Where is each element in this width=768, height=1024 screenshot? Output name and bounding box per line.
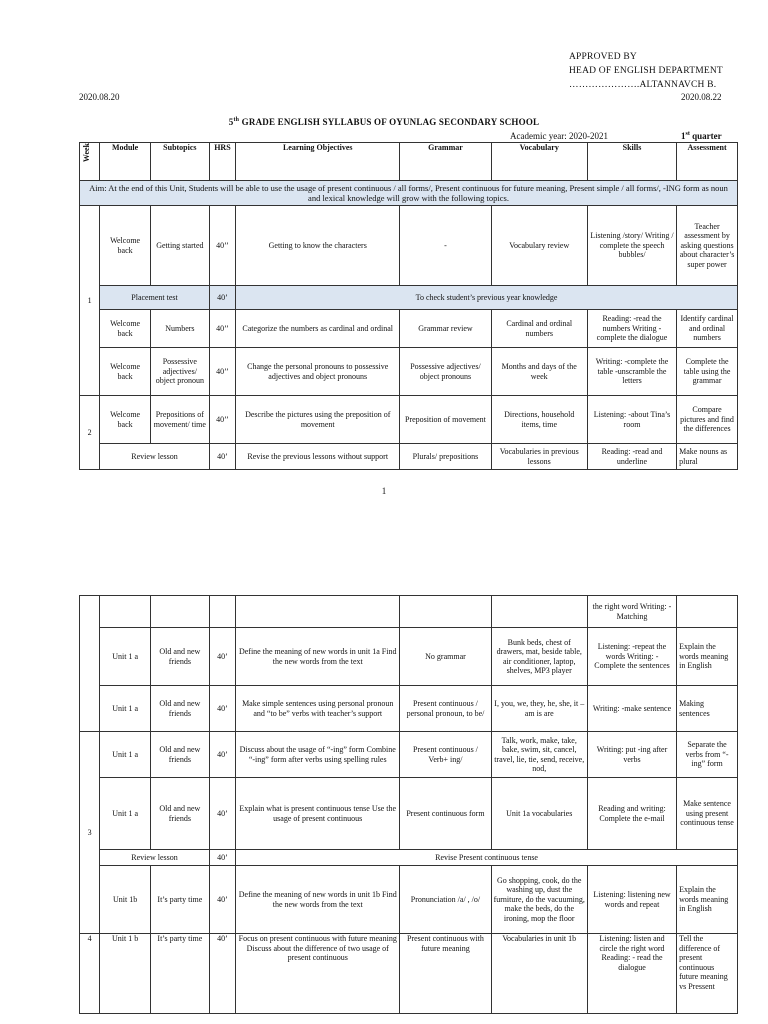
cell-hrs: 40’	[209, 934, 235, 1014]
cell-empty	[677, 596, 738, 628]
cell-objective: Discuss about the usage of “-ing” form Combine “-ing” form after verbs using spelling rules	[236, 732, 400, 778]
cell-hrs: 40’	[209, 686, 235, 732]
cell-grammar: Present continuous form	[400, 778, 491, 850]
cell-module: Unit 1 b	[100, 934, 151, 1014]
cell-subtopic: It’s party time	[150, 934, 209, 1014]
cell-subtopic: Numbers	[150, 310, 209, 348]
cell-objective: Change the personal pronouns to possessive adjectives and object pronouns	[236, 348, 400, 396]
cell-grammar: Present continuous with future meaning	[400, 934, 491, 1014]
cell-subtopic: Old and new friends	[150, 778, 209, 850]
cell-vocabulary: Go shopping, cook, do the washing up, dust the furniture, do the vacuuming, make the beds, do the ironing, mop the floor	[491, 866, 587, 934]
title-grade-sup: th	[233, 117, 240, 123]
review-vocabulary: Vocabularies in previous lessons	[491, 444, 587, 470]
cell-module: Unit 1 a	[100, 628, 151, 686]
approval-line-1: APPROVED BY	[569, 52, 637, 62]
cell-grammar: Possessive adjectives/ object pronouns	[400, 348, 491, 396]
week-2: 2	[80, 396, 100, 470]
header-hrs: HRS	[209, 143, 235, 181]
cell-empty	[236, 596, 400, 628]
cell-subtopic: Possessive adjectives/ object pronoun	[150, 348, 209, 396]
week-4: 4	[80, 934, 100, 1014]
cell-vocabulary: Months and days of the week	[491, 348, 587, 396]
aim-statement: Aim: At the end of this Unit, Students will be able to use the usage of present continuous / all forms/, Present continuous for future meaning, Present simple / all forms/, -ING form as noun and lexical knowledge will grow with the following topics.	[80, 181, 738, 206]
cell-assessment: Compare pictures and find the differences	[677, 396, 738, 444]
page-number: 1	[381, 486, 387, 496]
cell-module: Welcome back	[100, 310, 151, 348]
cell-module: Unit 1 a	[100, 732, 151, 778]
cell-subtopic: Old and new friends	[150, 732, 209, 778]
cell-skills: Writing: -complete the table -unscramble the letters	[587, 348, 676, 396]
cell-skills: Writing: put -ing after verbs	[587, 732, 676, 778]
date-left: 2020.08.20	[79, 92, 120, 102]
cell-hrs: 40’	[209, 778, 235, 850]
cell-assessment: Explain the words meaning in English	[677, 628, 738, 686]
cell-assessment: Explain the words meaning in English	[677, 866, 738, 934]
cell-assessment: Make sentence using present continuous tense	[677, 778, 738, 850]
cell-skills: Listening: -repeat the words Writing: - Complete the sentences	[587, 628, 676, 686]
header-objectives: Learning Objectives	[236, 143, 400, 181]
quarter-sup: st	[685, 131, 690, 137]
cell-grammar: Preposition of movement	[400, 396, 491, 444]
cell-assessment: Identify cardinal and ordinal numbers	[677, 310, 738, 348]
cell-empty	[209, 596, 235, 628]
title-text: GRADE ENGLISH SYLLABUS OF OYUNLAG SECONDARY SCHOOL	[239, 117, 540, 127]
review-assessment: Make nouns as plural	[677, 444, 738, 470]
review-skills: Reading: -read and underline	[587, 444, 676, 470]
cell-grammar: No grammar	[400, 628, 491, 686]
cell-empty	[100, 596, 151, 628]
cell-vocabulary: I, you, we, they, he, she, it – am is are	[491, 686, 587, 732]
cell-assessment: Making sentences	[677, 686, 738, 732]
cell-objective: Define the meaning of new words in unit 1b Find the new words from the text	[236, 866, 400, 934]
header-skills: Skills	[587, 143, 676, 181]
cell-hrs: 40’’	[209, 206, 235, 286]
cell-vocabulary: Unit 1a vocabularies	[491, 778, 587, 850]
cell-hrs: 40’	[209, 866, 235, 934]
cell-skills: Reading: -read the numbers Writing -complete the dialogue	[587, 310, 676, 348]
review-objective: Revise the previous lessons without support	[236, 444, 400, 470]
academic-year: Academic year: 2020-2021	[510, 131, 608, 141]
review-label: Review lesson	[100, 444, 209, 470]
week-blank	[80, 596, 100, 732]
cell-module: Welcome back	[100, 396, 151, 444]
cell-module: Unit 1 a	[100, 686, 151, 732]
quarter-text: quarter	[689, 131, 722, 141]
cell-assessment: Separate the verbs from “-ing” form	[677, 732, 738, 778]
cell-vocabulary: Cardinal and ordinal numbers	[491, 310, 587, 348]
title-grade: 5	[228, 117, 234, 127]
cell-hrs: 40’	[209, 628, 235, 686]
document-title	[0, 117, 768, 127]
approval-date: 2020.08.22	[681, 92, 722, 102]
cell-assessment: Teacher assessment by asking questions about character’s super power	[677, 206, 738, 286]
cell-skills: Writing: -make sentence	[587, 686, 676, 732]
cell-objective: Describe the pictures using the preposition of movement	[236, 396, 400, 444]
cell-grammar: Present continuous / Verb+ ing/	[400, 732, 491, 778]
cell-module: Unit 1 a	[100, 778, 151, 850]
cell-skills: Listening /story/ Writing / complete the speech bubbles/	[587, 206, 676, 286]
week-3: 3	[80, 732, 100, 934]
cell-skills: Listening: -about Tina’s room	[587, 396, 676, 444]
header-vocabulary: Vocabulary	[491, 143, 587, 181]
review-grammar: Plurals/ prepositions	[400, 444, 491, 470]
cell-vocabulary: Vocabulary review	[491, 206, 587, 286]
cell-subtopic: Getting started	[150, 206, 209, 286]
cell-subtopic: Prepositions of movement/ time	[150, 396, 209, 444]
quarter-num: 1	[681, 131, 686, 141]
cell-subtopic: Old and new friends	[150, 686, 209, 732]
cell-module: Unit 1b	[100, 866, 151, 934]
cell-grammar: Present continuous / personal pronoun, to be/	[400, 686, 491, 732]
cell-empty	[491, 596, 587, 628]
cell-hrs: 40’’	[209, 310, 235, 348]
review-label: Review lesson	[100, 850, 209, 866]
cell-grammar: Grammar review	[400, 310, 491, 348]
week-1: 1	[80, 206, 100, 396]
cell-hrs: 40’	[209, 732, 235, 778]
cell-skills: Listening: listening new words and repeat	[587, 866, 676, 934]
cell-objective: Explain what is present continuous tense Use the usage of present continuous	[236, 778, 400, 850]
cell-skills: Listening: listen and circle the right word Reading: - read the dialogue	[587, 934, 676, 1014]
cell-hrs: 40’’	[209, 396, 235, 444]
review-hrs: 40’	[209, 444, 235, 470]
cell-empty	[150, 596, 209, 628]
cell-vocabulary: Vocabularies in unit 1b	[491, 934, 587, 1014]
cell-grammar: -	[400, 206, 491, 286]
cell-assessment: Tell the difference of present continuous future meaning vs Pressent	[677, 934, 738, 1014]
cell-skills: the right word Writing: -Matching	[587, 596, 676, 628]
cell-objective: Focus on present continuous with future meaning Discuss about the difference of two usage of present continuous	[236, 934, 400, 1014]
header-module: Module	[100, 143, 151, 181]
syllabus-table-page1	[79, 142, 738, 470]
cell-assessment: Complete the table using the grammar	[677, 348, 738, 396]
placement-label: Placement test	[100, 286, 209, 310]
cell-grammar: Pronunciation /a/ , /o/	[400, 866, 491, 934]
placement-text: To check student’s previous year knowledge	[236, 286, 738, 310]
cell-vocabulary: Directions, household items, time	[491, 396, 587, 444]
cell-skills: Reading and writing: Complete the e-mail	[587, 778, 676, 850]
review-hrs: 40’	[209, 850, 235, 866]
syllabus-table-page2	[79, 595, 738, 1014]
cell-objective: Make simple sentences using personal pronoun and “to be” verbs with teacher’s support	[236, 686, 400, 732]
cell-objective: Getting to know the characters	[236, 206, 400, 286]
review-text: Revise Present continuous tense	[236, 850, 738, 866]
cell-module: Welcome back	[100, 348, 151, 396]
approval-block	[569, 50, 723, 92]
cell-vocabulary: Talk, work, make, take, bake, swim, sit, cancel, travel, lie, tie, send, receive, nod,	[491, 732, 587, 778]
cell-subtopic: Old and new friends	[150, 628, 209, 686]
cell-empty	[400, 596, 491, 628]
placement-hrs: 40’	[209, 286, 235, 310]
cell-objective: Define the meaning of new words in unit 1a Find the new words from the text	[236, 628, 400, 686]
cell-module: Welcome back	[100, 206, 151, 286]
cell-hrs: 40’’	[209, 348, 235, 396]
approval-line-2: HEAD OF ENGLISH DEPARTMENT	[569, 66, 723, 76]
header-week: Week	[80, 143, 100, 181]
header-grammar: Grammar	[400, 143, 491, 181]
cell-objective: Categorize the numbers as cardinal and ordinal	[236, 310, 400, 348]
cell-subtopic: It’s party time	[150, 866, 209, 934]
quarter-label	[681, 131, 722, 141]
cell-vocabulary: Bunk beds, chest of drawers, mat, beside table, air conditioner, laptop, shelves, MP3 player	[491, 628, 587, 686]
header-assessment: Assessment	[677, 143, 738, 181]
approval-line-3: ………………….ALTANNAVCH B.	[569, 80, 717, 90]
header-subtopics: Subtopics	[150, 143, 209, 181]
